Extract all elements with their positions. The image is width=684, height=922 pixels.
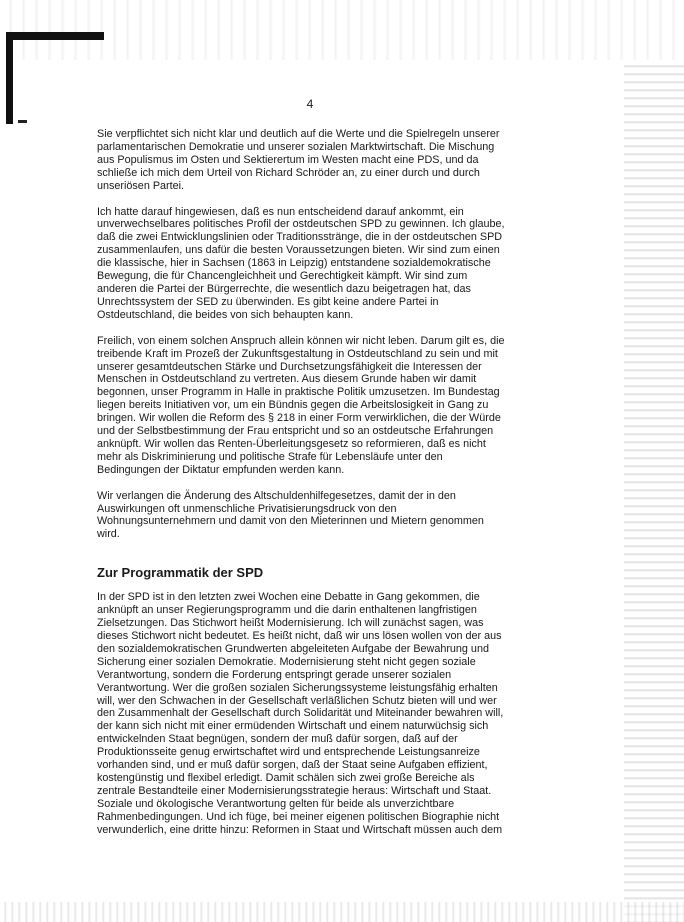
binder-mark-horizontal	[6, 32, 104, 40]
paragraph: Freilich, von einem solchen Anspruch allein können wir nicht leben. Darum gilt es, die treibende Kraft im Prozeß der Zukunftsgestaltung in Ostdeutschland zu sein und mit unserer gesamtdeutschen Stärke und Durchsetzungsfähigkeit die Interessen der Menschen in Ostdeutschland zu vertreten. Aus diesem Grunde haben wir damit begonnen, unser Programm in Halle in praktische Politik umzusetzen. Im Bundestag liegen bereits Initiativen vor, um ein Bündnis gegen die Arbeitslosigkeit in Gang zu bringen. Wir wollen die Reform des § 218 in einer Form verwirklichen, die der Würde und der Selbstbestimmung der Frau entspricht und so an ostdeutsche Erfahrungen anknüpft. Wir wollen das Renten-Überleitungsgesetz so reformieren, daß es nicht mehr als Diskriminierung und politische Strafe für Lebensläufe unter den Bedingungen der Diktatur empfunden werden kann.	[97, 334, 505, 476]
paragraph: Ich hatte darauf hingewiesen, daß es nun entscheidend darauf ankommt, ein unverwechselbares politisches Profil der ostdeutschen SPD zu gewinnen. Ich glaube, daß die zwei Entwicklungslinien oder Traditionsstränge, die in der ostdeutschen SPD zusammenlaufen, uns dafür die besten Voraussetzungen bieten. Wir sind zum einen die klassische, hier in Sachsen (1863 in Leipzig) entstandene sozialdemokratische Bewegung, die für Chancengleichheit und Gerechtigkeit kämpft. Wir sind zum anderen die Partei der Bürgerrechte, die wesentlich dazu beigetragen hat, das Unrechtssystem der SED zu überwinden. Es gibt keine andere Partei in Ostdeutschland, die beides von sich behaupten kann.	[97, 205, 505, 321]
scan-edge-bottom	[0, 902, 684, 922]
paragraph: In der SPD ist in den letzten zwei Wochen eine Debatte in Gang gekommen, die anknüpft an unser Regierungsprogramm und die darin enthaltenen langfristigen Zielsetzungen. Das Stichwort heißt Modernisierung. Ich will zunächst sagen, was dieses Stichwort nicht bedeutet. Es heißt nicht, daß wir uns lösen wollen von der aus den sozialdemokratischen Grundwerten abgeleiteten Aufgabe der Bewahrung und Sicherung einer sozialen Demokratie. Modernisierung steht nicht gegen soziale Verantwortung, sondern die Forderung entspringt gerade unserer sozialen Verantwortung. Wer die großen sozialen Sicherungssysteme leistungsfähig erhalten will, wer den Schwachen in der Gesellschaft verläßlichen Schutz bieten will und wer den Zusammenhalt der Gesellschaft durch Solidarität und Miteinander bewahren will, der kann sich nicht mit einer ermüdenden Wirtschaft und einem naturwüchsig sich entwickelnden Staat begnügen, sondern der muß dafür sorgen, daß auf der Produktionsseite genug erwirtschaftet wird und entsprechende Leistungsanreize vorhanden sind, und er muß dafür sorgen, daß der Staat seine Aufgaben effizient, kostengünstig und flexibel erledigt. Damit schälen sich zwei große Bereiche als zentrale Bestandteile einer Modernisierungsstrategie heraus: Wirtschaft und Staat. Soziale und ökologische Verantwortung gelten für beide als unverzichtbare Rahmenbedingungen. Und ich füge, bei meiner eigenen politischen Biographie nicht verwunderlich, eine dritte hinzu: Reformen in Staat und Wirtschaft müssen auch dem	[97, 591, 504, 836]
document-body	[97, 128, 509, 850]
page-number: 4	[306, 97, 314, 111]
paragraph: Sie verpflichtet sich nicht klar und deutlich auf die Werte und die Spielregeln unserer parlamentarischen Demokratie und unserer sozialen Marktwirtschaft. Die Mischung aus Populismus im Osten und Sektierertum im Westen macht eine PDS, und da schließe ich mich dem Urteil von Richard Schröder an, zu einer durch und durch unseriösen Partei.	[97, 128, 500, 192]
paragraph: Wir verlangen die Änderung des Altschuldenhilfegesetzes, damit der in den Auswirkungen oft unmenschliche Privatisierungsdruck von den Wohnungsunternehmern und damit von den Mieterinnen und Mietern genommen wird.	[97, 489, 484, 541]
scan-noise-top	[0, 0, 684, 60]
section-heading: Zur Programmatik der SPD	[97, 565, 264, 581]
binder-mark-vertical	[6, 32, 13, 124]
margin-mark	[18, 120, 27, 123]
scan-edge-right	[624, 60, 684, 922]
